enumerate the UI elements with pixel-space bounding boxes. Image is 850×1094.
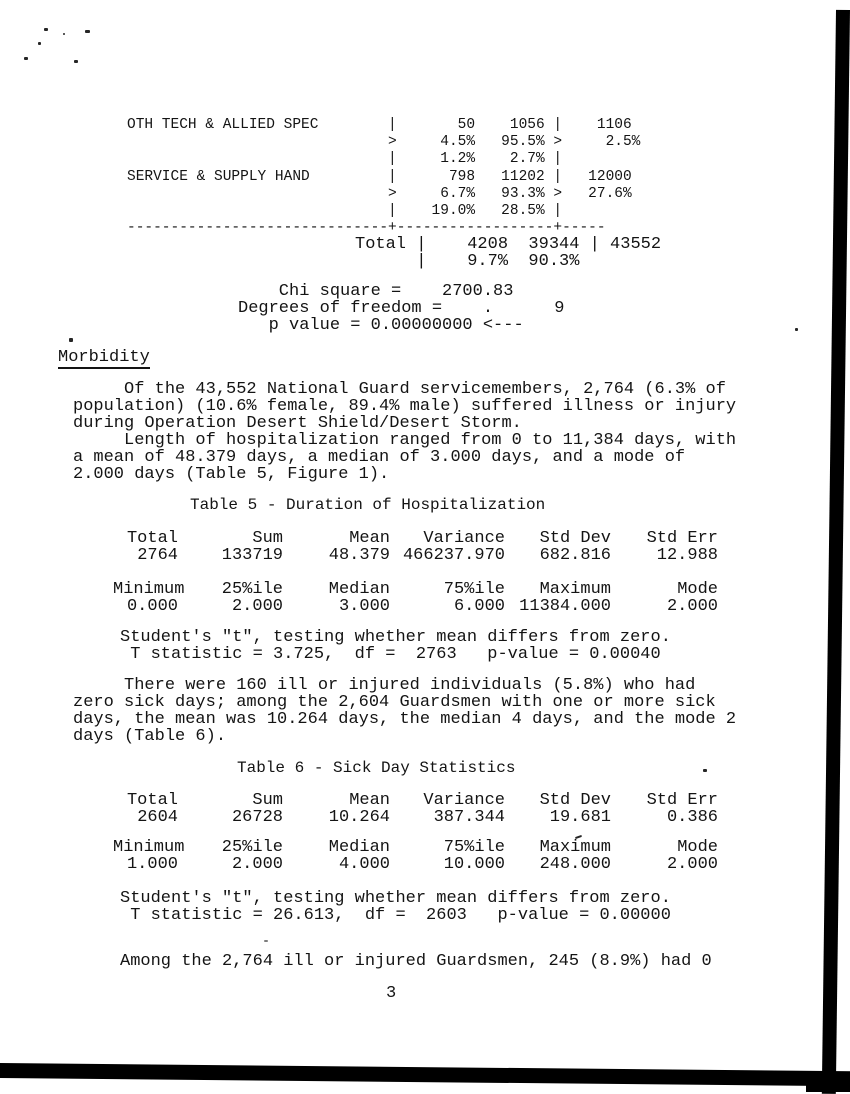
scan-speckle: [264, 940, 268, 942]
table6-quantile-header-cell: Minimum: [113, 838, 185, 857]
scan-speckle: [703, 769, 707, 772]
paragraph-line: zero sick days; among the 2,604 Guardsmen with one or more sick: [73, 693, 716, 712]
table5-quantile-header-cell: Minimum: [113, 580, 185, 599]
table5-quantiles-grid: [113, 581, 718, 615]
scan-speckle: [74, 60, 78, 63]
table5-quantile-header-cell: 75%ile: [443, 580, 505, 599]
scan-speckle: [44, 28, 48, 31]
crosstab-divider-line: ------------------------------+------------------+-----: [127, 220, 606, 237]
paragraph-line: Of the 43,552 National Guard servicemembers, 2,764 (6.3% of: [73, 380, 726, 399]
table5-quantile-value-cell: 0.000: [126, 597, 178, 616]
table5-quantile-header-cell: Mode: [677, 580, 718, 599]
table5-quantile-value-cell: 3.000: [338, 597, 390, 616]
ttest-line: Student's "t", testing whether mean differs from zero.: [120, 628, 671, 647]
p-value-line: p value = 0.00000000 <---: [238, 316, 524, 335]
table6-ttest-note: [120, 890, 671, 924]
crosstab-row-line: OTH TECH & ALLIED SPEC | 50 1056 | 1106: [127, 117, 632, 133]
table6-quantile-header-cell: Maximum: [539, 838, 611, 857]
table5-quantile-value-cell: 2.000: [231, 597, 283, 616]
table6-quantile-header-cell: 25%ile: [221, 838, 283, 857]
table5-quantile-value-cell: 2.000: [666, 597, 718, 616]
table5-quantile-header-cell: Maximum: [539, 580, 611, 599]
paragraph-line: Length of hospitalization ranged from 0 to 11,384 days, with: [73, 431, 737, 450]
crosstab-total-row: [355, 236, 661, 270]
crosstab-total-line: Total | 4208 39344 | 43552: [355, 235, 662, 254]
table6-quantile-value-cell: 4.000: [338, 855, 390, 874]
morbidity-heading: [58, 349, 150, 369]
table6-quantile-value-cell: 2.000: [666, 855, 718, 874]
closing-paragraph-line: Among the 2,764 ill or injured Guardsmen, 245 (8.9%) had 0: [120, 952, 712, 971]
table5-title-text: Table 5 - Duration of Hospitalization: [190, 496, 546, 514]
closing-paragraph: [120, 953, 712, 970]
paragraph-line: days, the mean was 10.264 days, the median 4 days, and the mode 2: [73, 710, 737, 729]
crosstab-row-line: SERVICE & SUPPLY HAND | 798 11202 | 12000: [127, 168, 632, 185]
ttest-line: T statistic = 26.613, df = 2603 p-value = 0.00000: [120, 906, 671, 925]
table6-quantiles-grid: [113, 839, 718, 873]
table6-stat-header-cell: Variance: [423, 791, 505, 810]
table5-stat-value-cell: 133719: [221, 546, 283, 565]
ttest-line: Student's "t", testing whether mean differs from zero.: [120, 889, 671, 908]
bullet-mark: [69, 338, 73, 342]
table5-stat-value-cell: 466237.970: [402, 546, 505, 565]
chi-square-summary: [238, 283, 564, 334]
table5-quantile-header-cell: Median: [328, 580, 390, 599]
table5-stat-header-cell: Std Err: [646, 529, 718, 548]
table6-stat-value-cell: 10.264: [328, 808, 390, 827]
table5-stat-header-cell: Mean: [349, 529, 390, 548]
table6-quantile-header-cell: Mode: [677, 838, 718, 857]
table5-quantile-value-cell: 6.000: [453, 597, 505, 616]
table5-quantile-value-cell: 11384.000: [519, 597, 611, 616]
crosstab-total-line: | 9.7% 90.3%: [355, 252, 580, 271]
paragraph-line: a mean of 48.379 days, a median of 3.000 days, and a mode of: [73, 448, 686, 467]
table6-stat-header-cell: Std Dev: [539, 791, 611, 810]
table5-stat-value-cell: 2764: [137, 546, 178, 565]
table6-stat-header-cell: Mean: [349, 791, 390, 810]
table6-quantile-value-cell: 2.000: [231, 855, 283, 874]
table6-title: [237, 760, 515, 777]
scan-speckle: [63, 33, 65, 35]
table6-stat-header-cell: Total: [126, 791, 178, 810]
crosstab-row-line: | 1.2% 2.7% |: [127, 151, 563, 168]
scan-speckle: [85, 30, 90, 33]
degrees-of-freedom-line: Degrees of freedom = . 9: [238, 299, 565, 318]
scan-speckle: [795, 328, 798, 331]
table6-stat-value-cell: 19.681: [549, 808, 611, 827]
bottom-edge-scan-bar: [0, 1063, 850, 1086]
table6-stat-value-cell: 0.386: [666, 808, 718, 827]
crosstab-row-line: | 19.0% 28.5% |: [127, 203, 563, 220]
crosstab-row-line: > 4.5% 95.5% > 2.5%: [127, 134, 641, 151]
table6-stat-header-cell: Sum: [252, 791, 283, 810]
paragraph-line: 2.000 days (Table 5, Figure 1).: [73, 465, 390, 484]
table5-stat-header-cell: Sum: [252, 529, 283, 548]
morbidity-heading-text: Morbidity: [58, 348, 150, 367]
table5-title: [190, 497, 545, 514]
chi-square-line: Chi square = 2700.83: [238, 282, 514, 301]
table5-stat-header-cell: Std Dev: [539, 529, 611, 548]
table5-stat-header-cell: Total: [126, 529, 178, 548]
scan-speckle: [38, 42, 41, 45]
table6-stat-header-cell: Std Err: [646, 791, 718, 810]
table6-quantile-value-cell: 1.000: [126, 855, 178, 874]
sickday-paragraph: [73, 677, 736, 745]
table6-quantile-value-cell: 10.000: [443, 855, 505, 874]
table6-stat-value-cell: 2604: [137, 808, 178, 827]
ttest-line: T statistic = 3.725, df = 2763 p-value = 0.00040: [120, 645, 661, 664]
table6-stat-value-cell: 387.344: [433, 808, 505, 827]
right-edge-scan-bar: [822, 10, 850, 1094]
table5-stat-value-cell: 12.988: [656, 546, 718, 565]
paragraph-line: during Operation Desert Shield/Desert Storm.: [73, 414, 522, 433]
table5-stats-grid: [113, 530, 718, 564]
table5-quantile-header-cell: 25%ile: [221, 580, 283, 599]
table6-stats-grid: [113, 792, 718, 826]
table5-ttest-note: [120, 629, 671, 663]
table6-quantile-header-cell: Median: [328, 838, 390, 857]
table5-stat-value-cell: 48.379: [328, 546, 390, 565]
crosstab-row-line: > 6.7% 93.3% > 27.6%: [127, 185, 632, 202]
table6-quantile-value-cell: 248.000: [539, 855, 611, 874]
scan-speckle: [24, 57, 28, 60]
table6-title-text: Table 6 - Sick Day Statistics: [237, 759, 516, 777]
morbidity-paragraphs: [73, 381, 736, 483]
table5-stat-value-cell: 682.816: [539, 546, 611, 565]
table6-stat-value-cell: 26728: [231, 808, 283, 827]
table6-quantile-header-cell: 75%ile: [443, 838, 505, 857]
table5-stat-header-cell: Variance: [423, 529, 505, 548]
paragraph-line: days (Table 6).: [73, 727, 227, 746]
page-number-text: 3: [386, 984, 397, 1003]
crosstab-fragment: [127, 117, 640, 237]
paragraph-line: There were 160 ill or injured individuals (5.8%) who had: [73, 676, 696, 695]
paragraph-line: population) (10.6% female, 89.4% male) suffered illness or injury: [73, 397, 737, 416]
page-number: [386, 985, 396, 1002]
